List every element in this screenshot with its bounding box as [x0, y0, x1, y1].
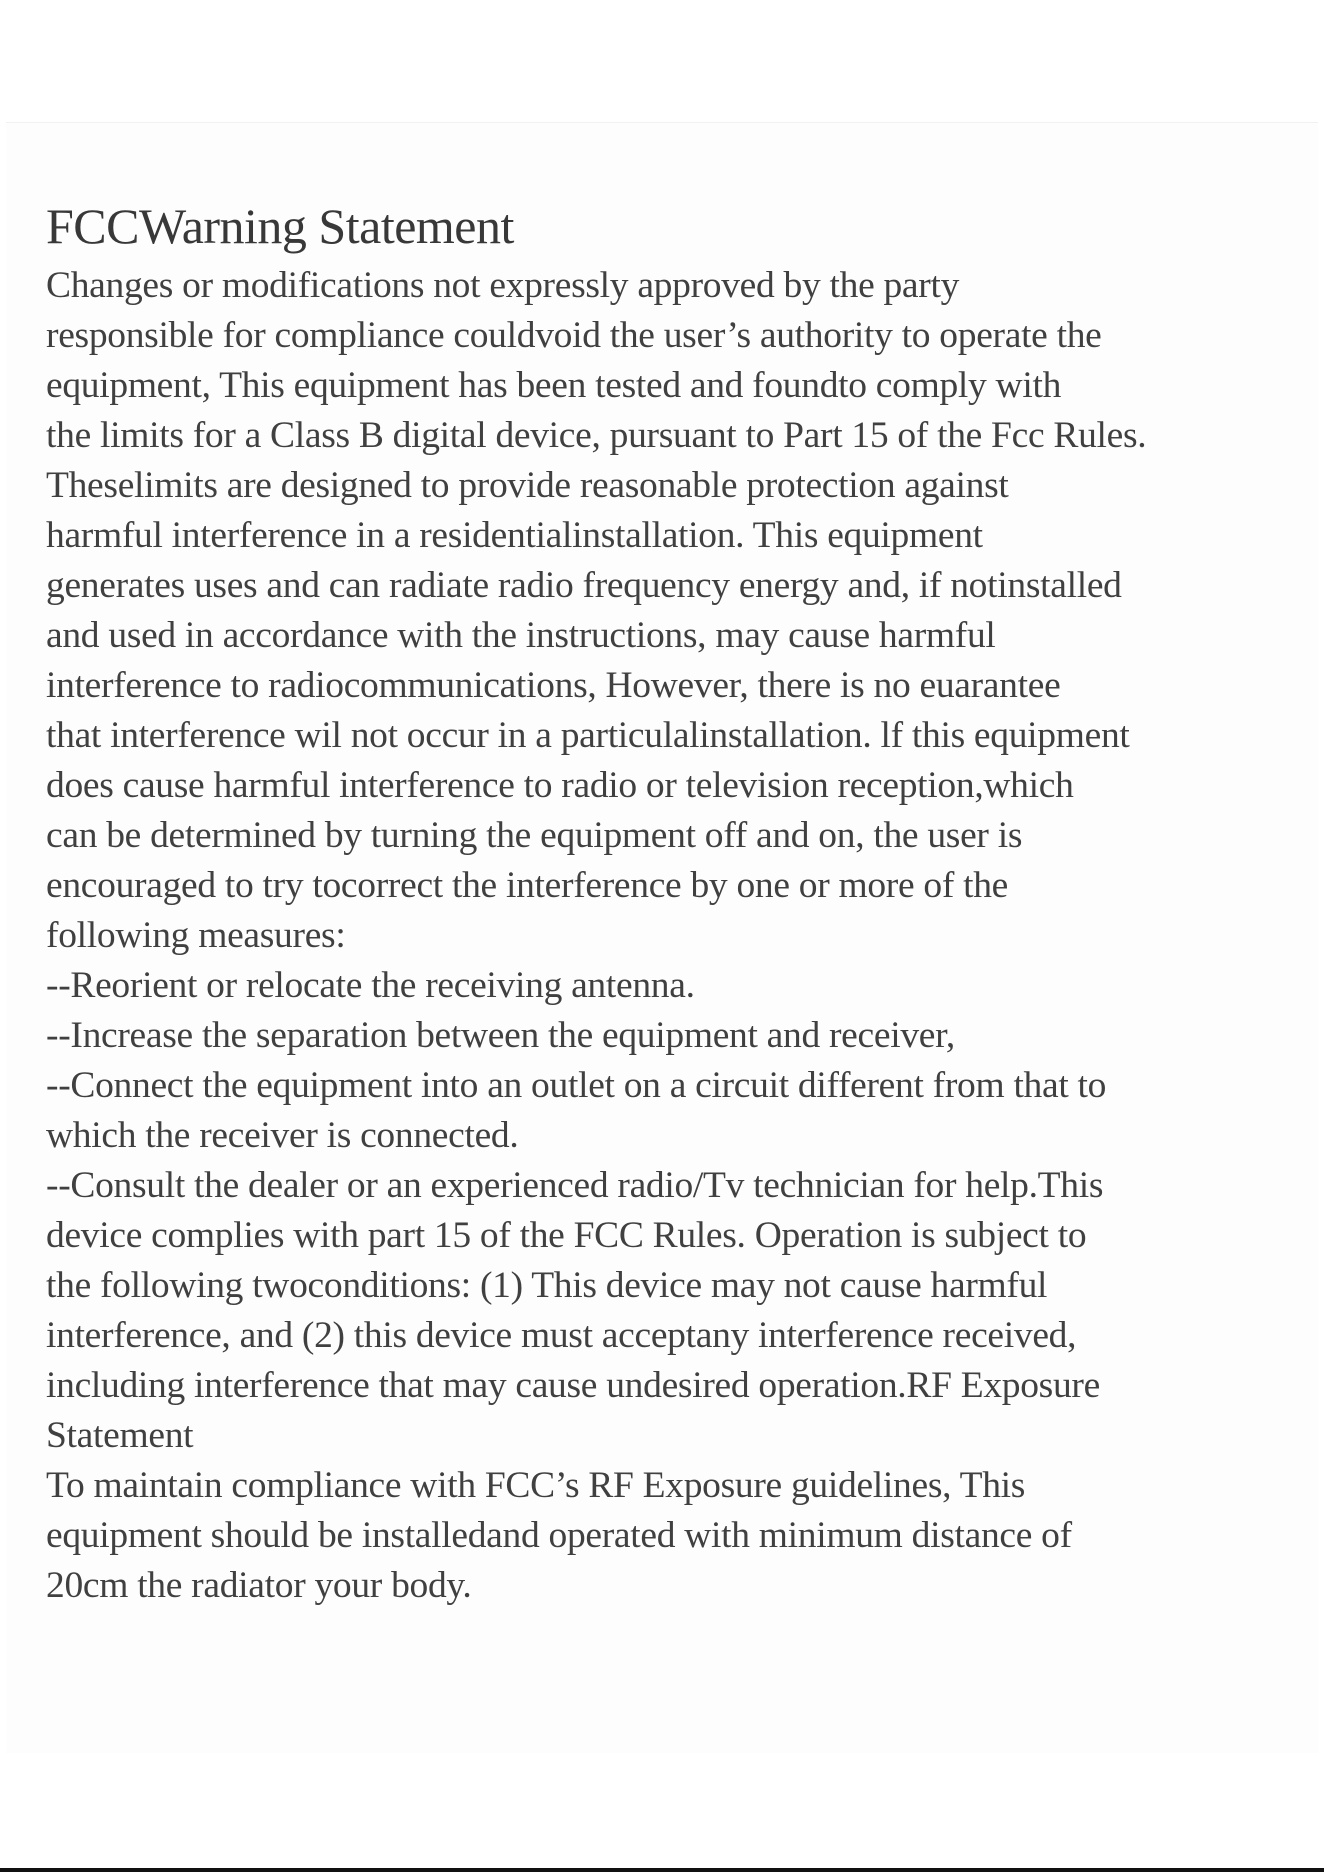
document-title: FCCWarning Statement: [46, 198, 514, 254]
text-line: equipment should be installedand operated with minimum distance of: [46, 1515, 1072, 1556]
text-line: following measures:: [46, 915, 346, 956]
document-body: [46, 197, 1296, 1611]
bottom-border: [0, 1868, 1324, 1872]
measure-consult-dealer: --Consult the dealer or an experienced radio/Tv technician for help.This: [46, 1165, 1104, 1206]
text-line: encouraged to try tocorrect the interference by one or more of the: [46, 865, 1009, 906]
text-line: the following twoconditions: (1) This device may not cause harmful: [46, 1265, 1048, 1306]
document-panel: [6, 122, 1318, 1753]
measure-connect-outlet: --Connect the equipment into an outlet on a circuit different from that to: [46, 1065, 1107, 1106]
text-line: the limits for a Class B digital device, pursuant to Part 15 of the Fcc Rules.: [46, 415, 1147, 456]
text-line: equipment, This equipment has been tested and foundto comply with: [46, 365, 1062, 406]
text-line: generates uses and can radiate radio frequency energy and, if notinstalled: [46, 565, 1122, 606]
text-line: harmful interference in a residentialinstallation. This equipment: [46, 515, 983, 556]
text-line: Theselimits are designed to provide reasonable protection against: [46, 465, 1009, 506]
text-line: including interference that may cause undesired operation.RF Exposure: [46, 1365, 1100, 1406]
text-line: and used in accordance with the instructions, may cause harmful: [46, 615, 996, 656]
text-line: 20cm the radiator your body.: [46, 1565, 472, 1606]
text-line: which the receiver is connected.: [46, 1115, 519, 1156]
text-line: responsible for compliance couldvoid the user’s authority to operate the: [46, 315, 1102, 356]
rf-exposure-heading: Statement: [46, 1415, 194, 1456]
measure-reorient: --Reorient or relocate the receiving antenna.: [46, 965, 695, 1006]
text-line: To maintain compliance with FCC’s RF Exposure guidelines, This: [46, 1465, 1026, 1506]
text-line: does cause harmful interference to radio or television reception,which: [46, 765, 1074, 806]
statement-text: [46, 261, 1296, 1611]
text-line: device complies with part 15 of the FCC Rules. Operation is subject to: [46, 1215, 1087, 1256]
text-line: that interference wil not occur in a particulalinstallation. lf this equipment: [46, 715, 1130, 756]
text-line: interference, and (2) this device must acceptany interference received,: [46, 1315, 1077, 1356]
measure-increase-separation: --Increase the separation between the equipment and receiver,: [46, 1015, 955, 1056]
text-line: Changes or modifications not expressly approved by the party: [46, 265, 960, 306]
text-line: can be determined by turning the equipment off and on, the user is: [46, 815, 1023, 856]
text-line: interference to radiocommunications, However, there is no euarantee: [46, 665, 1061, 706]
